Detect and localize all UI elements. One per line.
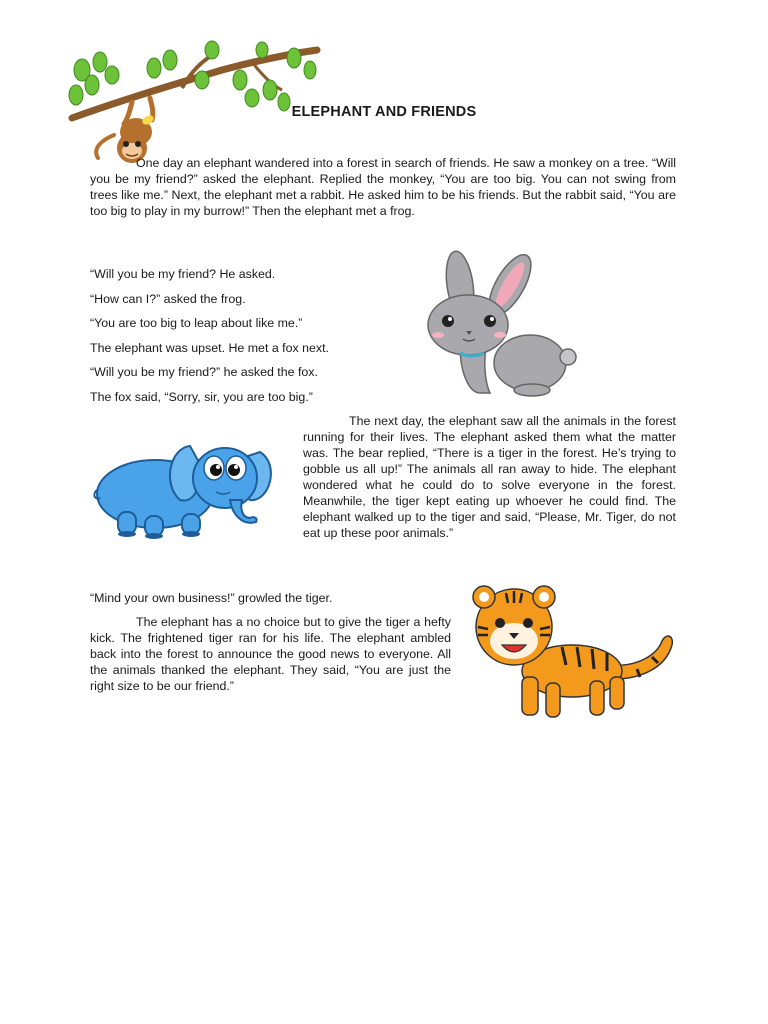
tiger-reply-line: “Mind your own business!” growled the tiger. — [90, 591, 333, 605]
elephant-illustration — [90, 434, 272, 542]
monkey-on-branch-illustration — [62, 40, 322, 165]
dialogue-line: “Will you be my friend?” he asked the fox. — [90, 365, 318, 379]
dialogue-line: “How can I?” asked the frog. — [90, 292, 246, 306]
dialogue-line: “Will you be my friend? He asked. — [90, 267, 276, 281]
paragraph-intro: One day an elephant wandered into a forest in search of friends. He saw a monkey on a tree. “Will you be my friend?” asked the elephant. Replied the monkey, “You are too big. You can not swing from trees like me.” Next, the elephant met a rabbit. He asked him to be his friends. But the rabbit said, “You are too big to play in my burrow!” Then the elephant met a frog. — [90, 156, 676, 218]
paragraph-ending: The elephant has a no choice but to give the tiger a hefty kick. The frightened tiger ran for his life. The elephant ambled back into the forest to announce the good news to everyone. All the animals thanked the elephant. They said, “You are just the right size to be our friend.” — [90, 615, 451, 693]
paragraph-tiger-threat: The next day, the elephant saw all the animals in the forest running for their lives. The elephant asked them what the matter was. The bear replied, “There is a tiger in the forest. He’s trying to gobble us all up!” The animals all ran away to hide. The elephant wondered what he could do to solve everyone in the forest. Meanwhile, the tiger kept eating up whoever he could find. The elephant walked up to the tiger and said, “Please, Mr. Tiger, do not eat up these poor animals.” — [303, 414, 676, 540]
dialogue-line: “You are too big to leap about like me.” — [90, 316, 303, 330]
dialogue-line: The elephant was upset. He met a fox next. — [90, 341, 329, 355]
page-title: ELEPHANT AND FRIENDS — [291, 104, 477, 120]
dialogue-line: The fox said, “Sorry, sir, you are too big.” — [90, 390, 313, 404]
tiger-illustration — [462, 585, 688, 725]
rabbit-illustration — [420, 245, 580, 400]
